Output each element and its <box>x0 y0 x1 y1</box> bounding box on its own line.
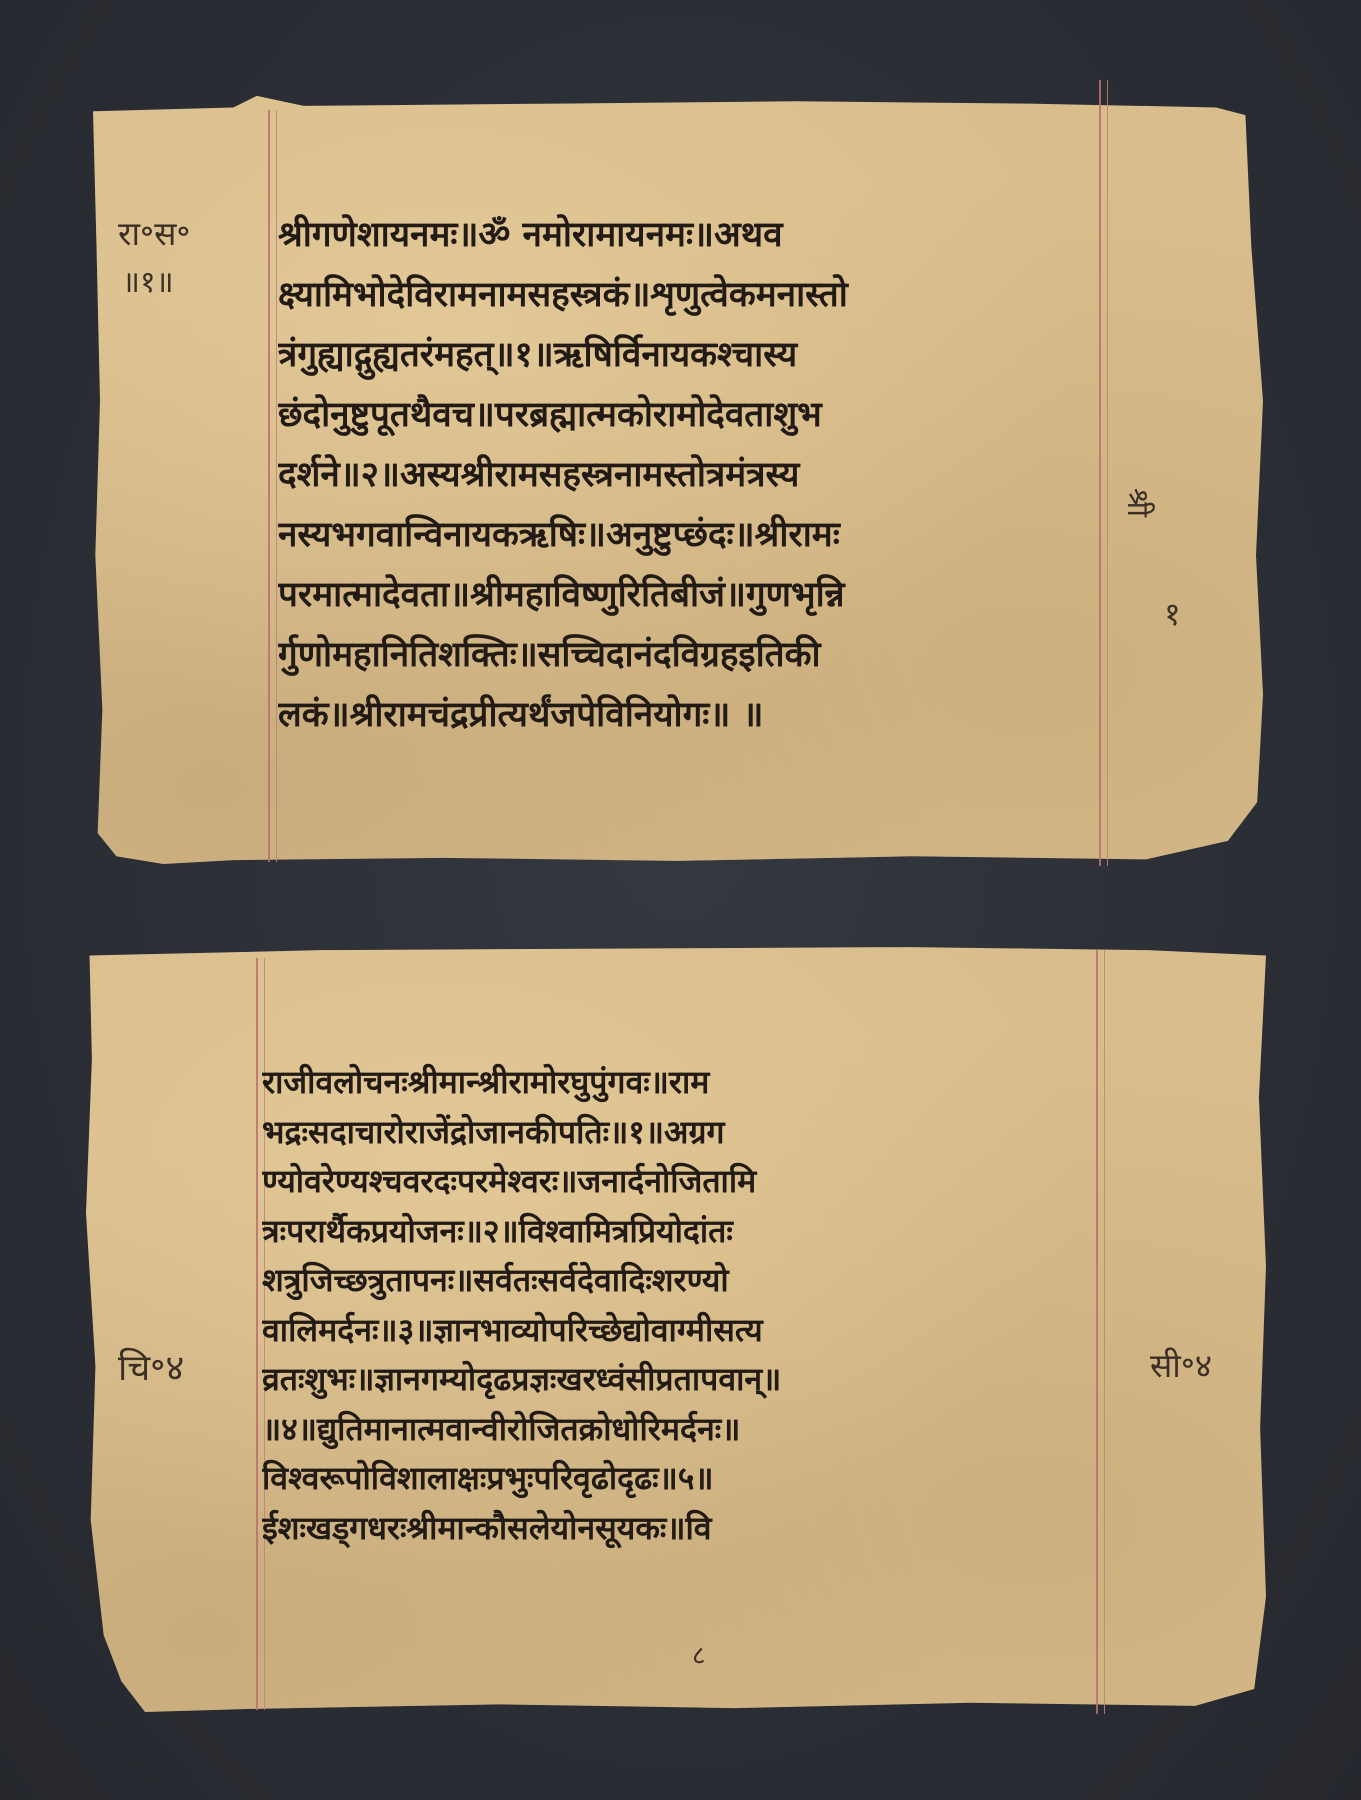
text-line: त्रःपरार्थैकप्रयोजनः॥२॥विश्वामित्रप्रियोदांतः <box>262 1211 733 1250</box>
folio-margin-title <box>118 210 190 255</box>
text-line: वालिमर्दनः॥३॥ज्ञानभाव्योपरिच्छेद्योवाग्मीसत्य <box>262 1310 763 1349</box>
text-line: नस्यभगवान्विनायकऋषिः॥अनुष्टुप्छंदः॥श्रीरामः <box>278 515 840 555</box>
text-line: र्गुणोमहानितिशक्तिः॥सच्चिदानंदविग्रहइतिकी <box>278 635 821 675</box>
text-line: परमात्मादेवता॥श्रीमहाविष्णुरितिबीजं॥गुणभृन्नि <box>278 575 845 615</box>
folio-right-margin-number <box>1164 592 1181 635</box>
right-margin-number-text: १ <box>1164 595 1181 633</box>
margin-rule-left <box>268 110 277 862</box>
margin-title-text: रा॰स॰ <box>118 214 191 253</box>
text-line: ण्योवरेण्यश्चवरदःपरमेश्वरः॥जनार्दनोजितामि <box>262 1162 757 1200</box>
right-margin-title-text: श्री <box>1120 488 1155 518</box>
text-line: छंदोनुष्टुपूतथैवच॥परब्रह्मात्मकोरामोदेवताशुभ <box>278 395 822 435</box>
text-line: लकं॥श्रीरामचंद्रप्रीत्यर्थंजपेविनियोगः॥ ॥ <box>278 695 764 735</box>
text-line: त्रंगुह्याद्गुह्यतरंमहत्॥१॥ऋषिर्विनायकश्चास्य <box>278 335 798 375</box>
text-line: श्रीगणेशायनमः॥ॐ नमोरामायनमः॥अथव <box>278 215 783 255</box>
text-line: व्रतःशुभः॥ज्ञानगम्योदृढप्रज्ञःखरध्वंसीप्रतापवान्॥ <box>262 1360 782 1398</box>
folio-right-margin-title <box>1119 488 1160 517</box>
margin-title-text: चि॰४ <box>118 1348 185 1389</box>
text-line: भद्रःसदाचारोराजेंद्रोजानकीपतिः॥१॥अग्रग <box>262 1112 725 1151</box>
folio-margin-title <box>118 1342 184 1391</box>
folio-bottom-mark <box>692 1636 706 1672</box>
folio-right-margin-title <box>1150 1342 1212 1387</box>
manuscript-text-bottom <box>262 1058 1098 1553</box>
text-line: राजीवलोचनःश्रीमान्श्रीरामोरघुपुंगवः॥राम <box>262 1063 710 1101</box>
text-line: ॥४॥द्युतिमानात्मवान्वीरोजितक्रोधोरिमर्दनः॥ <box>262 1409 741 1448</box>
text-line: क्ष्यामिभोदेविरामनामसहस्त्रकं॥शृणुत्वेकमनास्तो <box>278 275 848 315</box>
right-margin-title-text: सी॰४ <box>1150 1346 1213 1385</box>
margin-number-text: ॥१॥ <box>122 265 174 300</box>
folio-margin-number <box>122 260 174 301</box>
text-line: शत्रुजिच्छत्रुतापनः॥सर्वतःसर्वदेवादिःशरण्यो <box>262 1261 729 1299</box>
text-line: ईशःखड्गधरःश्रीमान्कौसलेयोनसूयकः॥वि <box>262 1508 712 1547</box>
text-line: विश्वरूपोविशालाक्षःप्रभुःपरिवृढोदृढः॥५॥ <box>262 1459 714 1497</box>
bottom-mark-text: ८ <box>692 1641 706 1671</box>
text-line: दर्शने॥२॥अस्यश्रीरामसहस्त्रनामस्तोत्रमंत्रस्य <box>278 455 800 495</box>
manuscript-text-top <box>278 205 1104 745</box>
